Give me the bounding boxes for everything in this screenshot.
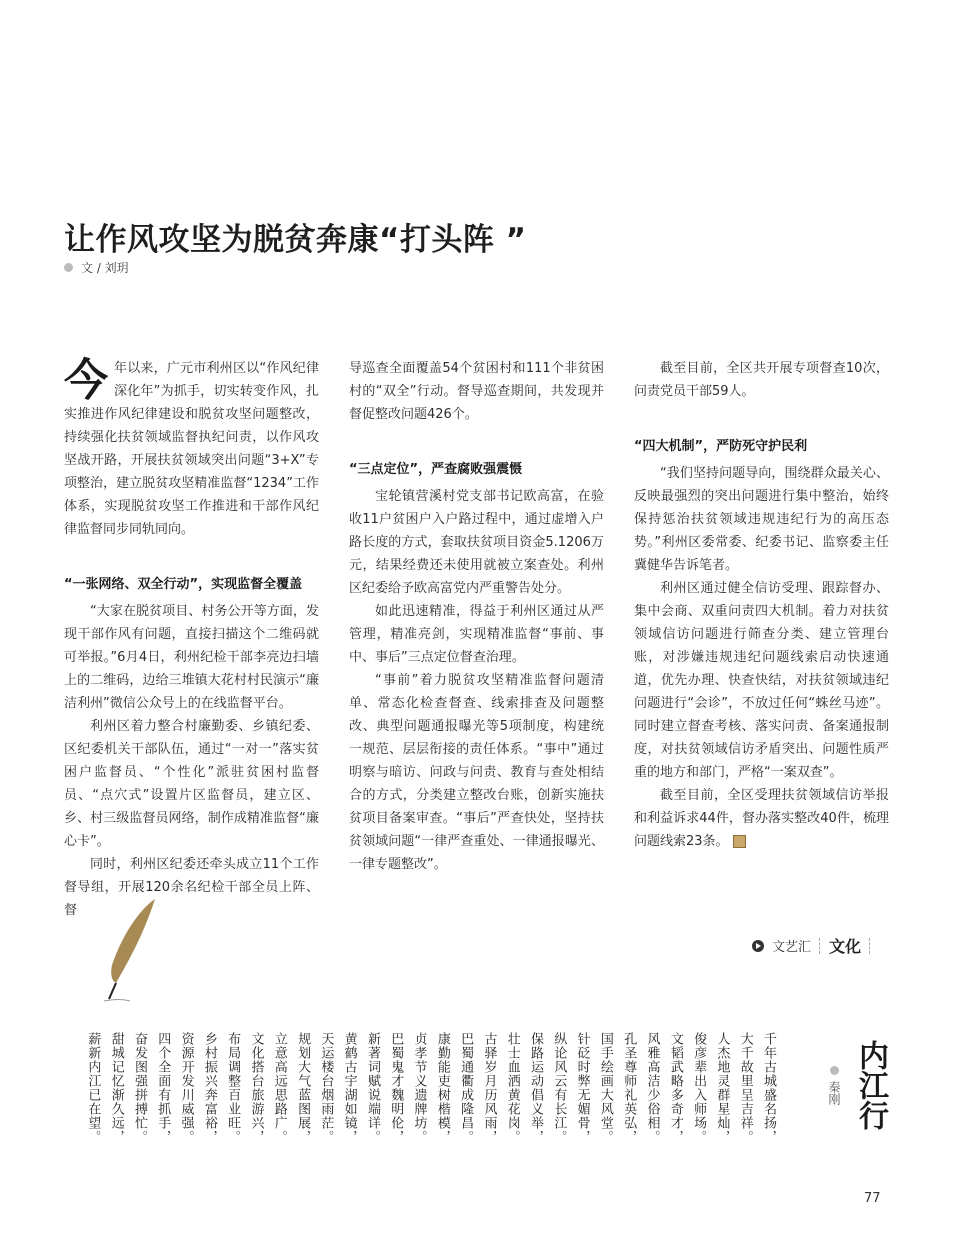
poem-line: 壮士血洒黄花岗。 <box>504 1032 520 1144</box>
paragraph: 截至目前，全区共开展专项督查10次，问责党员干部59人。 <box>634 361 889 399</box>
poem-line: 布局调整百业旺。 <box>225 1032 241 1144</box>
paragraph: 利州区着力整合村廉勤委、乡镇纪委、区纪委机关干部队伍，通过“一对一”落实贫困户监督员、“个性化”派驻贫困村监督员、“点穴式”设置片区监督员，建立区、乡、村三级监督员网络，制作成精准监督“廉心卡”。 <box>64 719 319 849</box>
article-column-2 <box>349 357 604 876</box>
article-column-1 <box>64 357 319 922</box>
poem-line: 贞孝节义遗牌坊。 <box>411 1032 427 1144</box>
poem-line: 奋发图强拼搏忙。 <box>131 1032 147 1144</box>
paragraph: 导巡查全面覆盖54个贫困村和111个非贫困村的“双全”行动。督导巡查期间，共发现并督促整改问题426个。 <box>349 361 604 422</box>
poem-body <box>81 1032 780 1144</box>
poem-line: 保路运动倡义举， <box>528 1032 544 1144</box>
poem-line: 天运楼台烟雨茫。 <box>318 1032 334 1144</box>
poem-line: 风雅高洁少俗相。 <box>644 1032 660 1144</box>
paragraph: “大家在脱贫项目、村务公开等方面，发现干部作风有问题，直接扫描这个二维码就可举报。”6月4日，利州纪检干部李亮边扫墙上的二维码，边给三堆镇大花村村民演示“廉洁利州”微信公众号上的在线监督平台。 <box>64 604 319 711</box>
section-main-label: 文化 <box>829 937 862 956</box>
section-heading: “四大机制”，严防死守护民利 <box>634 439 808 454</box>
paragraph: 同时，利州区纪委还牵头成立11个工作督导组，开展120余名纪检干部全员上阵、督 <box>64 857 319 918</box>
divider <box>869 938 871 954</box>
poem-author-name: 秦刚 <box>827 1081 841 1105</box>
divider <box>819 938 821 954</box>
article-title: 让作风攻坚为脱贫奔康“打头阵 ” <box>64 222 527 258</box>
play-circle-icon <box>752 940 764 952</box>
byline <box>64 259 129 276</box>
paragraph: 如此迅速精准，得益于利州区通过从严管理，精准亮剑，实现精准监督“事前、事中、事后”三点定位督查治理。 <box>349 604 604 665</box>
paragraph: 利州区通过健全信访受理、跟踪督办、集中会商、双重问责四大机制。着力对扶贫领域信访问题进行筛查分类、建立管理台账，对涉嫌违规违纪问题线索启动快速通道，优先办理、快查快结，对扶贫领域违纪问题进行“会诊”，不放过任何“蛛丝马迹”。同时建立督查考核、落实问责、备案通报制度，对扶贫领域信访矛盾突出、问题性质严重的地方和部门，严格“一案双查”。 <box>634 581 889 780</box>
quill-feather-icon <box>100 895 160 1005</box>
poem-line: 文韬武略多奇才， <box>667 1032 683 1144</box>
poem-line: 纵论风云有长江。 <box>551 1032 567 1144</box>
poem-line: 国手绘画大风堂。 <box>597 1032 613 1144</box>
poem-line: 人杰地灵群星灿， <box>714 1032 730 1144</box>
poem-line: 新著词赋说端详。 <box>364 1032 380 1144</box>
poem-line: 俊彦辈出入师场。 <box>691 1032 707 1144</box>
poem-line: 甜城记忆渐久远， <box>108 1032 124 1144</box>
poem-line: 四个全面有抓手， <box>155 1032 171 1144</box>
poem-line: 立意高远思路广。 <box>271 1032 287 1144</box>
section-sub-label: 文艺汇 <box>772 940 812 955</box>
bullet-dot-icon <box>64 263 73 272</box>
section-tag <box>752 934 871 957</box>
poem-line: 薪新内江已在望。 <box>85 1032 101 1144</box>
poem-line: 乡村振兴奔富裕， <box>201 1032 217 1144</box>
poem-line: 大千故里呈吉祥。 <box>737 1032 753 1144</box>
poem-line: 规划大气蓝图展， <box>295 1032 311 1144</box>
page-number: 77 <box>864 1191 881 1206</box>
poem-line: 黄鹤古宇湖如镜， <box>341 1032 357 1144</box>
poem-author <box>826 1066 843 1105</box>
poem-line: 文化搭台旅游兴， <box>248 1032 264 1144</box>
author-name: 文 / 刘玥 <box>81 261 129 275</box>
poem-line: 资源开发川威强。 <box>178 1032 194 1144</box>
section-heading: “三点定位”，严查腐败强震慑 <box>349 462 523 477</box>
intro-paragraph: 今年以来，广元市利州区以“作风纪律深化年”为抓手，切实转变作风，扎实推进作风纪律建设和脱贫攻坚问题整改，持续强化扶贫领域监督执纪问责，以作风攻坚战开路，开展扶贫领域突出问题“3+X”专项整治，建立脱贫攻坚精准监督“1234”工作体系，实现脱贫攻坚工作推进和干部作风纪律监督同步同轨同向。 <box>64 355 319 537</box>
paragraph: “我们坚持问题导向，围绕群众最关心、反映最强烈的突出问题进行集中整治，始终保持惩治扶贫领域违规违纪行为的高压态势。”利州区委常委、纪委书记、监察委主任冀健华告诉笔者。 <box>634 466 889 573</box>
paragraph: 宝轮镇营溪村党支部书记欧高富，在验收11户贫困户入户路过程中，通过虚增入户路长度的方式，套取扶贫项目资金5.1206万元，结果经费还未使用就被立案查处。利州区纪委给予欧高富党内严重警告处分。 <box>349 489 604 596</box>
poem-line: 巴蜀通衢成隆昌。 <box>458 1032 474 1144</box>
poem-line: 孔圣尊师礼英弘， <box>621 1032 637 1144</box>
paragraph: “事前”着力脱贫攻坚精准监督问题清单、常态化检查督查、线索排查及问题整改、典型问题通报曝光等5项制度，构建统一规范、层层衔接的责任体系。“事中”通过明察与暗访、问政与问责、教育与查处相结合的方式，分类建立整改台账，创新实施扶贫项目备案审查。“事后”严查快处，坚持扶贫领域问题“一律严查重处、一律通报曝光、一律专题整改”。 <box>349 673 604 872</box>
bullet-dot-icon <box>830 1066 839 1075</box>
poem-line: 康勤能吏树楷模， <box>434 1032 450 1144</box>
end-mark-icon <box>733 835 746 848</box>
poem-line: 针砭时弊无媚骨， <box>574 1032 590 1144</box>
dropcap: 今 <box>64 355 108 406</box>
article-column-3 <box>634 357 889 853</box>
paragraph: 截至目前，全区受理扶贫领域信访举报和利益诉求44件，督办落实整改40件，梳理问题线索23条。 <box>634 788 889 849</box>
poem-line: 巴蜀鬼才魏明伦， <box>388 1032 404 1144</box>
poem-line: 千年古城盛名扬， <box>761 1032 776 1144</box>
poem-line: 古驿岁月历风雨， <box>481 1032 497 1144</box>
section-heading: “一张网络、双全行动”，实现监督全覆盖 <box>64 577 303 592</box>
poem-title: 内江行 <box>853 1040 888 1130</box>
